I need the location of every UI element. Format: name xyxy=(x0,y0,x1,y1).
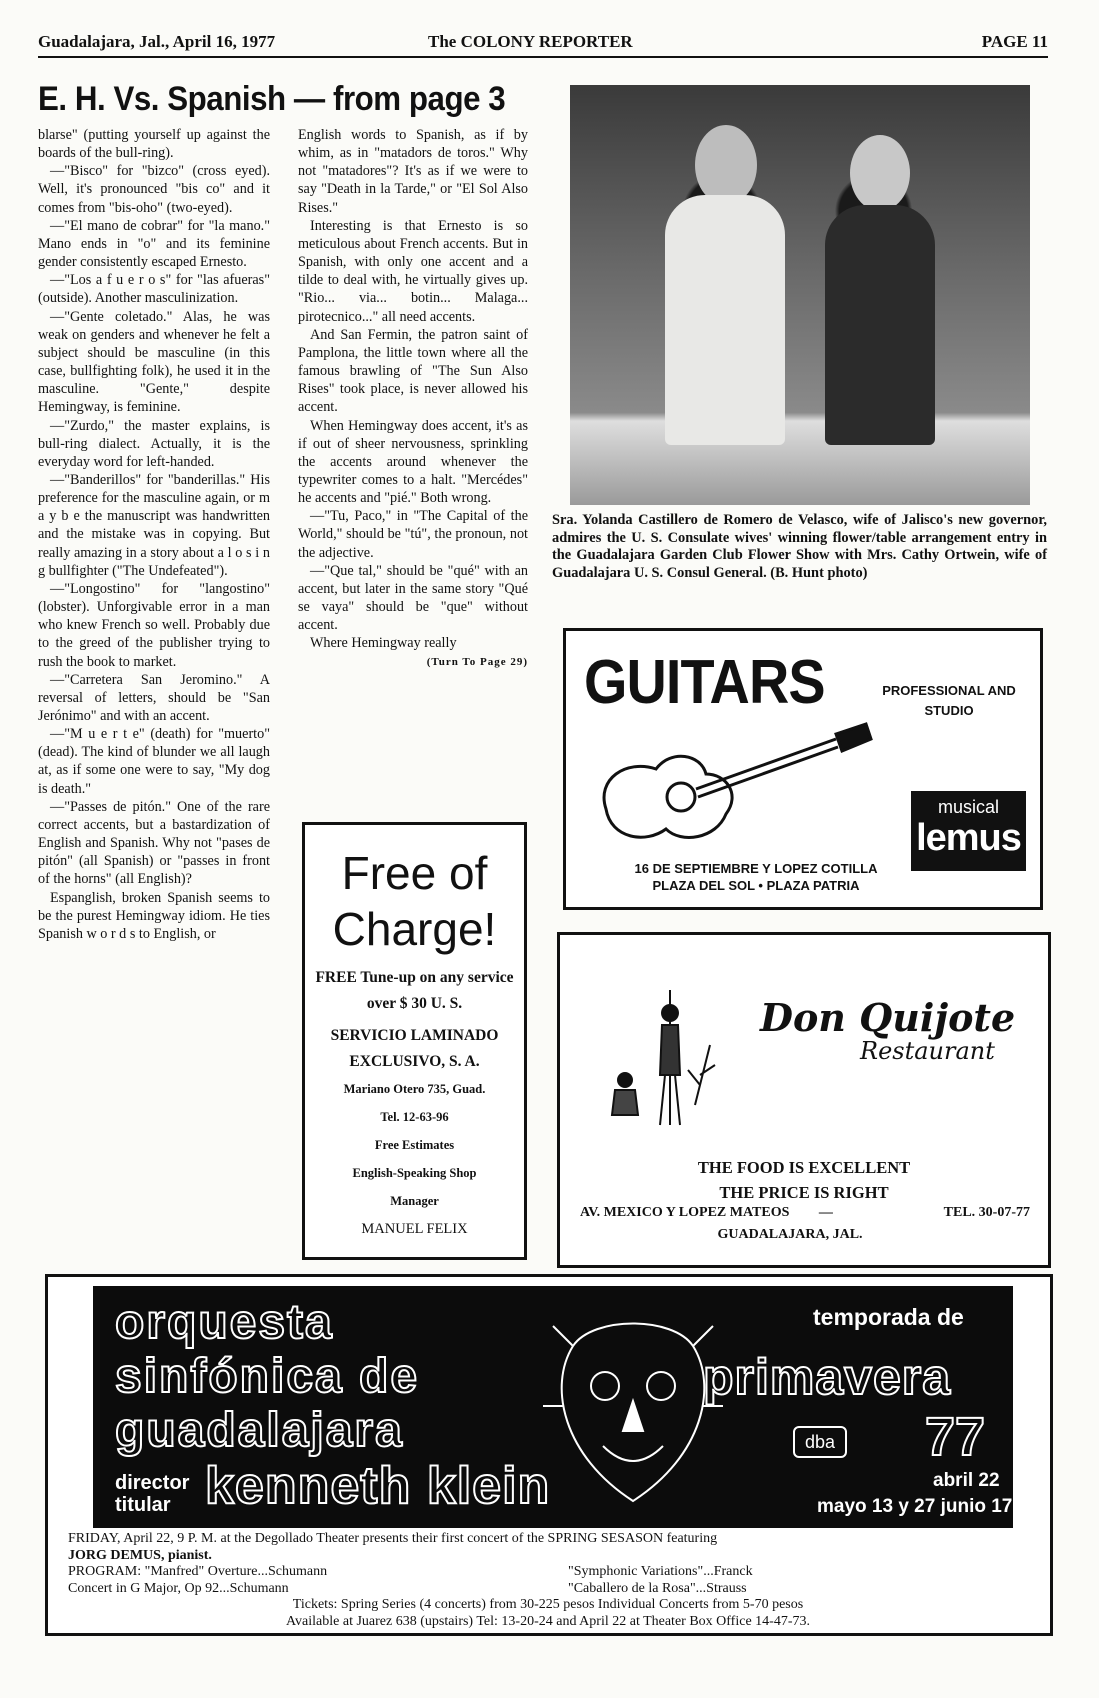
season-year: 77 xyxy=(925,1407,986,1467)
season-name: primavera xyxy=(703,1349,952,1405)
lemus-logo-small: musical xyxy=(937,797,999,817)
orchestra-banner xyxy=(93,1286,1013,1528)
orchestra-ad xyxy=(45,1274,1053,1636)
director-label-2: titular xyxy=(115,1494,171,1516)
sponsor-logo: dba xyxy=(793,1426,847,1458)
details-line-1: FRIDAY, April 22, 9 P. M. at the Degollado Theater presents their first concert of the SPRING SESASON featuring xyxy=(68,1531,718,1546)
masthead xyxy=(38,28,1048,58)
photo-woman-right xyxy=(850,135,910,211)
free-ad-offer: FREE Tune-up on any service over $ 30 U. S. xyxy=(315,969,514,1012)
paragraph: And San Fermin, the patron saint of Pamplona, the little town where all the famous brawling of "The Sun Also Rises" took place, is never allowed his accent. xyxy=(298,326,528,416)
paragraph: —"Bisco" for "bizco" (cross eyed). Well, it's pronounced "bis co" and it comes from "bis-oho" (two-eyed). xyxy=(38,163,270,216)
guitars-ad-title: GUITARS xyxy=(584,648,825,717)
paragraph: blarse" (putting yourself up against the boards of the bull-ring). xyxy=(38,127,270,162)
lemus-logo xyxy=(911,791,1026,871)
guitars-ad-address xyxy=(616,860,896,894)
orchestra-details xyxy=(68,1531,1028,1630)
free-ad-headline-2: Charge! xyxy=(332,903,497,955)
guitars-ad xyxy=(563,628,1043,910)
program-item: "Caballero de la Rosa"...Strauss xyxy=(568,1580,747,1596)
masthead-paper-name: The COLONY REPORTER xyxy=(428,32,633,51)
photo-woman-left xyxy=(695,125,757,205)
free-ad-estimates: Free Estimates xyxy=(374,1138,455,1152)
paragraph: —"Zurdo," the master explains, is bull-ring dialect. Actually, it is the everyday word for left-handed. xyxy=(38,417,270,470)
don-quijote-slogan-2: THE PRICE IS RIGHT xyxy=(719,1183,889,1202)
news-photo xyxy=(570,85,1030,505)
don-quijote-slogan-1: THE FOOD IS EXCELLENT xyxy=(697,1158,911,1177)
orchestra-name-1: orquesta xyxy=(115,1296,334,1349)
free-ad-address: Mariano Otero 735, Guad. xyxy=(343,1082,486,1096)
orchestra-name-2: sinfónica de xyxy=(115,1350,420,1403)
program-item: Concert in G Major, Op 92...Schumann xyxy=(68,1580,289,1596)
decorative-mask-icon xyxy=(533,1306,733,1516)
free-ad-company: SERVICIO LAMINADO EXCLUSIVO, S. A. xyxy=(330,1027,499,1070)
don-quijote-name: Don Quijote xyxy=(760,995,1016,1040)
free-of-charge-ad xyxy=(302,822,527,1260)
free-ad-shop: English-Speaking Shop xyxy=(352,1166,477,1180)
tickets-line-2: Available at Juarez 638 (upstairs) Tel: 13-20-24 and April 22 at Theater Box Office 14-47-73. xyxy=(285,1613,810,1629)
paragraph: —"Passes de pitón." One of the rare correct accents, but a bastardization of English and Spanish. Why not "pases de pitón" (all Spanish) or "passes in front of the horns" (all English)? xyxy=(38,798,270,888)
director-label xyxy=(115,1472,189,1516)
paragraph: —"Longostino" for "langostino" (lobster). Unforgivable error in a man who knew French so well. Probably due to the greed of the publisher trying to rush the book to market. xyxy=(38,580,270,670)
guitars-ad-tagline: PROFESSIONAL AND STUDIO xyxy=(882,683,1016,718)
article-column-2 xyxy=(298,126,528,671)
paragraph: —"M u e r t e" (death) for "muerto" (dead). The kind of blunder we all laugh at, as if some one were to say, "My dog is death." xyxy=(38,726,270,797)
paragraph: —"Que tal," should be "qué" with an accent, but later in the same story "Qué se vaya" should be "que" without accent. xyxy=(298,562,528,634)
don-quijote-ad xyxy=(557,932,1051,1268)
photo-caption: Sra. Yolanda Castillero de Romero de Velasco, wife of Jalisco's new governor, admires the U. S. Consulate wives' winning flower/table arrangement entry in the Guadalajara Garden Club Flower Show with Mrs. Cathy Ortwein, wife of Guadalajara U. S. Consul General. (B. Hunt photo) xyxy=(552,512,1047,581)
article-headline: E. H. Vs. Spanish — from page 3 xyxy=(38,80,506,118)
concert-date-2: mayo 13 y 27 junio 17 xyxy=(817,1496,1013,1517)
paragraph: English words to Spanish, as if by whim, as in "matadors de toros." Why not "matadores"? It's as if we were to say "Death in la Tarde," or "El Sol Also Rises." xyxy=(298,127,528,216)
photo-figure-left xyxy=(665,195,785,445)
paragraph: —"Tu, Paco," in "The Capital of the World," should be "tú", the pronoun, not the adjective. xyxy=(298,508,528,561)
director-label-1: director xyxy=(115,1472,190,1494)
don-quijote-tel: TEL. 30-07-77 xyxy=(943,1205,1030,1220)
paragraph: Espanglish, broken Spanish seems to be the purest Hemingway idiom. He ties Spanish w o r d s to English, or xyxy=(38,889,270,942)
don-quijote-dash: — xyxy=(818,1205,833,1220)
don-quijote-address xyxy=(580,1202,1030,1246)
guitars-ad-address-1: 16 DE SEPTIEMBRE Y LOPEZ COTILLA xyxy=(634,861,878,876)
don-quijote-slogan xyxy=(560,1155,1048,1205)
masthead-date: Guadalajara, Jal., April 16, 1977 xyxy=(38,32,276,51)
program-right xyxy=(568,1564,1028,1597)
don-quijote-street: AV. MEXICO Y LOPEZ MATEOS xyxy=(580,1205,790,1220)
paragraph: —"Carretera San Jeromino." A reversal of letters, should be "San Jerónimo" and with an accent. xyxy=(38,671,270,724)
paragraph: —"Banderillos" for "banderillas." His preference for the masculine again, or m a y b e the manuscript was handwritten and the mistake was in copying. But really amazing in a story about a l o s i n g bullfighter ("The Undefeated"). xyxy=(38,471,270,579)
free-ad-headline-1: Free of xyxy=(341,847,488,899)
paragraph: —"Los a f u e r o s" for "las afueras" (outside). Another masculinization. xyxy=(38,272,270,307)
paragraph: Interesting is that Ernesto is so meticulous about French accents. But in Spanish, with only one accent and a tilde to deal with, he virtually gives up. "Rio... via... botin... Malaga... pirotecnico..." all need accents. xyxy=(298,217,528,325)
season-label: temporada de xyxy=(813,1304,964,1330)
paragraph: —"Gente coletado." Alas, he was weak on genders and whenever he felt a subject should be masculine (in this case, bullfighting folk), he used it in the masculine. "Gente," despite Hemingway, is feminine. xyxy=(38,308,270,416)
free-ad-manager: MANUEL FELIX xyxy=(361,1221,468,1237)
guitar-icon xyxy=(586,719,886,849)
paragraph: Where Hemingway really xyxy=(310,635,457,652)
lemus-logo-big: lemus xyxy=(916,817,1021,859)
don-quijote-subtitle: Restaurant xyxy=(860,1037,995,1065)
director-name: kenneth klein xyxy=(205,1457,551,1515)
don-quijote-city: GUADALAJARA, JAL. xyxy=(717,1227,863,1242)
program-item: "Symphonic Variations"...Franck xyxy=(568,1564,753,1579)
orchestra-name xyxy=(115,1296,419,1458)
guitars-ad-address-2: PLAZA DEL SOL • PLAZA PATRIA xyxy=(652,878,860,893)
tickets-line-1: Tickets: Spring Series (4 concerts) from 30-225 pesos Individual Concerts from 5-70 pesos xyxy=(292,1597,804,1612)
program-list xyxy=(68,1564,1028,1597)
orchestra-name-3: guadalajara xyxy=(115,1404,404,1457)
paragraph: —"El mano de cobrar" for "la mano." Mano ends in "o" and its feminine gender consistently escaped Ernesto. xyxy=(38,217,270,271)
photo-figure-right xyxy=(825,205,935,445)
article-column-1 xyxy=(38,126,270,943)
free-ad-tel: Tel. 12-63-96 xyxy=(380,1110,449,1124)
masthead-page-number: PAGE 11 xyxy=(981,32,1048,51)
details-line-2: JORG DEMUS, pianist. xyxy=(68,1547,212,1563)
free-ad-manager-label: Manager xyxy=(390,1194,439,1208)
program-item: PROGRAM: "Manfred" Overture...Schumann xyxy=(68,1564,328,1579)
free-ad-headline xyxy=(305,845,524,957)
don-quijote-illustration-icon xyxy=(600,985,720,1135)
paragraph: When Hemingway does accent, it's as if out of sheer nervousness, sprinkling the accents around whenever the typewriter comes to a halt. "Mercédes" he accents and "pié." Both wrong. xyxy=(298,417,528,507)
jump-line: (Turn To Page 29) xyxy=(426,655,528,668)
program-left xyxy=(68,1564,548,1597)
concert-date-1: abril 22 xyxy=(933,1470,1000,1491)
